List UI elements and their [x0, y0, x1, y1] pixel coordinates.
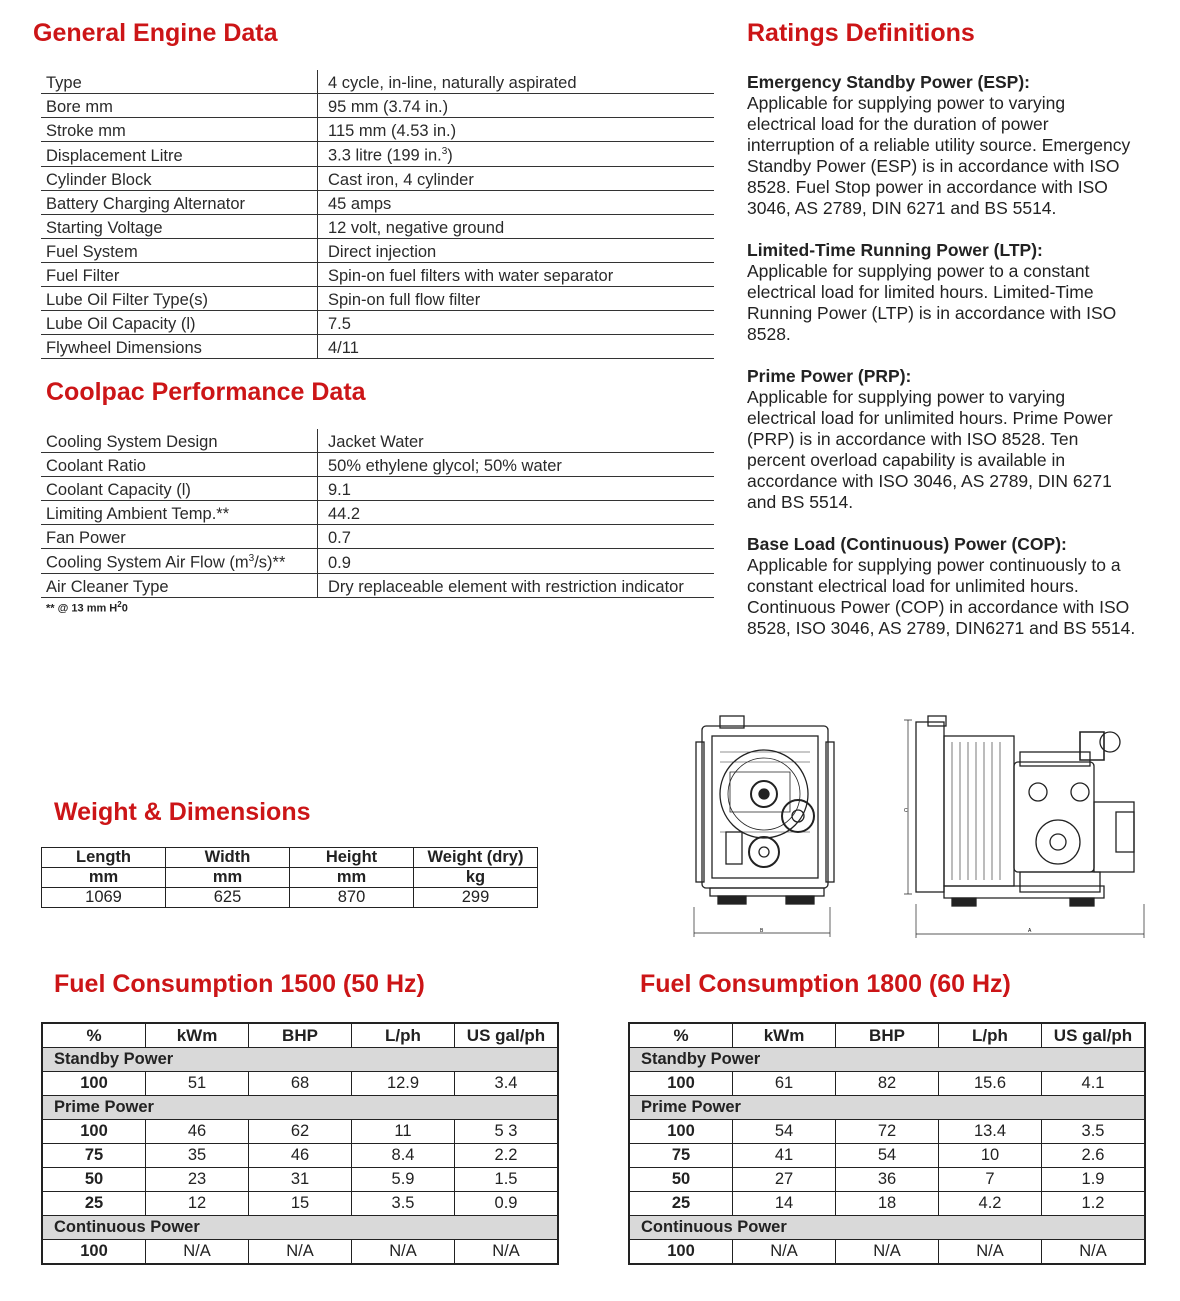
coolpac-spec-row — [41, 453, 714, 477]
fuel-60hz-cell: 18 — [836, 1192, 939, 1216]
fuel-50hz-column-header: BHP — [249, 1023, 352, 1048]
coolpac-spec-label-text: Fan Power — [46, 529, 126, 547]
coolpac-spec-value — [318, 477, 715, 501]
fuel-60hz-cell: 4.1 — [1042, 1072, 1146, 1096]
rating-title: Limited-Time Running Power (LTP): — [747, 240, 1043, 260]
fuel-60hz-cell: N/A — [733, 1240, 836, 1265]
fuel-50hz-cell: 25 — [42, 1192, 146, 1216]
fuel-50hz-cell: 100 — [42, 1240, 146, 1265]
fuel-50hz-cell: 2.2 — [455, 1144, 559, 1168]
fuel-60hz-data-row — [629, 1192, 1145, 1216]
coolpac-spec-row — [41, 477, 714, 501]
fuel-50hz-cell: 12 — [146, 1192, 249, 1216]
general-engine-data-title: General Engine Data — [33, 19, 278, 47]
fuel-50hz-column-header: % — [42, 1023, 146, 1048]
length-unit: mm — [42, 868, 166, 888]
fuel-60hz-column-header: US gal/ph — [1042, 1023, 1146, 1048]
engine-spec-value-text: Spin-on fuel filters with water separator — [328, 266, 614, 285]
weight-dimensions-title: Weight & Dimensions — [54, 798, 311, 826]
fuel-60hz-data-row — [629, 1144, 1145, 1168]
coolpac-spec-label — [41, 429, 318, 453]
coolpac-spec-value-text: 0.9 — [328, 553, 351, 572]
engine-spec-label — [41, 118, 318, 142]
engine-spec-value-text: Direct injection — [328, 242, 437, 261]
engine-spec-value — [318, 262, 715, 286]
fuel-60hz-column-header: BHP — [836, 1023, 939, 1048]
engine-spec-value-text: 3.3 litre (199 in. — [328, 146, 442, 165]
engine-spec-label — [41, 238, 318, 262]
engine-spec-value-text: 115 mm (4.53 in.) — [328, 122, 457, 140]
engine-spec-value-text: Cast iron, 4 cylinder — [328, 170, 474, 189]
engine-spec-label-text: Flywheel Dimensions — [46, 338, 202, 357]
fuel-60hz-cell: 15.6 — [939, 1072, 1042, 1096]
engine-spec-value — [318, 118, 715, 142]
engine-spec-row — [41, 262, 714, 286]
coolpac-spec-value-text: 0.7 — [328, 529, 351, 547]
engine-spec-label — [41, 142, 318, 167]
fuel-60hz-cell: 7 — [939, 1168, 1042, 1192]
fuel-50hz-cell: 11 — [352, 1120, 455, 1144]
engine-spec-label — [41, 70, 318, 94]
engine-spec-row — [41, 310, 714, 334]
fuel-50hz-data-row — [42, 1168, 558, 1192]
dimension-b-label: B — [760, 928, 764, 934]
coolpac-spec-label — [41, 477, 318, 501]
fuel-60hz-cell: 50 — [629, 1168, 733, 1192]
fuel-60hz-cell: 10 — [939, 1144, 1042, 1168]
fuel-50hz-data-row — [42, 1240, 558, 1265]
coolpac-spec-value — [318, 549, 715, 574]
engine-spec-value — [318, 310, 715, 334]
engine-spec-label-text: Type — [46, 74, 82, 92]
fuel-60hz-cell: 27 — [733, 1168, 836, 1192]
engine-spec-label-text: Battery Charging Alternator — [46, 194, 246, 213]
coolpac-spec-value — [318, 501, 715, 525]
engine-spec-value-sup: 3 — [441, 146, 448, 157]
engine-front-view-drawing — [694, 716, 834, 937]
coolpac-spec-value — [318, 525, 715, 549]
engine-side-view-drawing — [904, 716, 1144, 938]
engine-spec-label-text: Displacement Litre — [46, 146, 183, 165]
engine-drawings — [690, 712, 1150, 944]
fuel-50hz-section-row — [42, 1096, 558, 1120]
engine-spec-label-text: Fuel System — [46, 242, 138, 261]
fuel-60hz-column-header: % — [629, 1023, 733, 1048]
coolpac-spec-label — [41, 501, 318, 525]
fuel-50hz-cell: 0.9 — [455, 1192, 559, 1216]
engine-spec-label — [41, 94, 318, 118]
coolpac-spec-value-text: 44.2 — [328, 505, 361, 523]
fuel-50hz-cell: 3.4 — [455, 1072, 559, 1096]
fuel-50hz-cell: 31 — [249, 1168, 352, 1192]
fuel-50hz-cell: 15 — [249, 1192, 352, 1216]
coolpac-performance-table — [41, 429, 714, 598]
coolpac-spec-label-sup: 3 — [248, 553, 255, 564]
rating-title: Prime Power (PRP): — [747, 366, 912, 386]
coolpac-spec-label — [41, 453, 318, 477]
engine-spec-value — [318, 190, 715, 214]
fuel-50hz-cell: 75 — [42, 1144, 146, 1168]
engine-spec-label-text: Bore mm — [46, 98, 113, 116]
fuel-50hz-cell: 3.5 — [352, 1192, 455, 1216]
engine-spec-row — [41, 214, 714, 238]
rating-body: Applicable for supplying power to a constant electrical load for limited hours. Limited-Time Running Power (LTP) is in accordance with ISO 8528. — [747, 261, 1117, 344]
coolpac-performance-title: Coolpac Performance Data — [46, 378, 366, 406]
engine-spec-label — [41, 190, 318, 214]
coolpac-spec-label — [41, 525, 318, 549]
engine-spec-value — [318, 70, 715, 94]
fuel-60hz-cell: N/A — [939, 1240, 1042, 1265]
rating-definition — [747, 240, 1137, 345]
engine-spec-value — [318, 238, 715, 262]
fuel-60hz-data-row — [629, 1120, 1145, 1144]
fuel-60hz-data-row — [629, 1168, 1145, 1192]
engine-spec-value — [318, 334, 715, 358]
weight-value: 299 — [414, 888, 538, 908]
fuel-60hz-column-header: kWm — [733, 1023, 836, 1048]
fuel-50hz-cell: 23 — [146, 1168, 249, 1192]
engine-spec-value — [318, 94, 715, 118]
fuel-60hz-cell: 75 — [629, 1144, 733, 1168]
engine-spec-value-text: 4/11 — [328, 338, 359, 357]
fuel-60hz-cell: 100 — [629, 1120, 733, 1144]
coolpac-spec-value — [318, 573, 715, 597]
engine-spec-label-text: Fuel Filter — [46, 266, 120, 285]
coolpac-spec-value-text: Jacket Water — [328, 433, 424, 451]
fuel-60hz-section-row — [629, 1216, 1145, 1240]
engine-spec-label — [41, 166, 318, 190]
fuel-50hz-column-header: L/ph — [352, 1023, 455, 1048]
fuel-60hz-cell: 100 — [629, 1240, 733, 1265]
engine-spec-label-text: Cylinder Block — [46, 170, 152, 189]
coolpac-spec-value-text: 50% ethylene glycol; 50% water — [328, 457, 562, 475]
ratings-definitions-title: Ratings Definitions — [747, 19, 975, 47]
coolpac-spec-value-text: Dry replaceable element with restriction indicator — [328, 577, 684, 596]
fuel-consumption-60hz-table — [628, 1022, 1146, 1265]
fuel-consumption-50hz-table — [41, 1022, 559, 1265]
engine-spec-row — [41, 94, 714, 118]
fuel-60hz-section-row — [629, 1048, 1145, 1072]
fuel-60hz-cell: 41 — [733, 1144, 836, 1168]
fuel-60hz-column-header: L/ph — [939, 1023, 1042, 1048]
engine-spec-label-text: Lube Oil Capacity (l) — [46, 314, 196, 333]
fuel-60hz-cell: 14 — [733, 1192, 836, 1216]
rating-title: Emergency Standby Power (ESP): — [747, 72, 1030, 92]
rating-body: Applicable for supplying power to varying electrical load for unlimited hours. Prime Power (PRP) is in accordance with ISO 8528. Ten percent overload capability is available in accordance with ISO 3046, AS 2789, DIN 6271 and BS 5514. — [747, 387, 1113, 512]
fuel-50hz-section-label: Standby Power — [42, 1048, 558, 1072]
coolpac-footnote: ** @ 13 mm $H^20$ — [46, 600, 128, 615]
weight-header-row — [42, 848, 538, 868]
engine-spec-value-tail: ) — [447, 146, 453, 165]
fuel-60hz-cell: 36 — [836, 1168, 939, 1192]
coolpac-spec-label-text: Coolant Ratio — [46, 457, 146, 475]
rating-body: Applicable for supplying power to varying electrical load for the duration of power interruption of a reliable utility source. Emergency Standby Power (ESP) is in accordance with ISO 8528. Fuel Stop power in accordance with ISO 3046, AS 2789, DIN 6271 and BS 5514. — [747, 93, 1131, 218]
fuel-50hz-cell: 100 — [42, 1072, 146, 1096]
fuel-50hz-section-label: Continuous Power — [42, 1216, 558, 1240]
engine-spec-row — [41, 166, 714, 190]
engine-spec-label — [41, 262, 318, 286]
fuel-50hz-cell: 5 3 — [455, 1120, 559, 1144]
fuel-50hz-cell: 100 — [42, 1120, 146, 1144]
fuel-60hz-data-row — [629, 1072, 1145, 1096]
fuel-50hz-cell: 35 — [146, 1144, 249, 1168]
fuel-60hz-cell: 100 — [629, 1072, 733, 1096]
coolpac-spec-value — [318, 429, 715, 453]
fuel-60hz-section-label: Prime Power — [629, 1096, 1145, 1120]
fuel-60hz-cell: 54 — [836, 1144, 939, 1168]
fuel-60hz-cell: 4.2 — [939, 1192, 1042, 1216]
fuel-50hz-cell: N/A — [352, 1240, 455, 1265]
fuel-60hz-cell: 3.5 — [1042, 1120, 1146, 1144]
engine-spec-label — [41, 310, 318, 334]
length-header: Length — [42, 848, 166, 868]
coolpac-spec-row — [41, 549, 714, 574]
fuel-50hz-cell: 50 — [42, 1168, 146, 1192]
coolpac-spec-label-text: Air Cleaner Type — [46, 577, 169, 596]
fuel-50hz-data-row — [42, 1120, 558, 1144]
dimension-a-label: A — [1028, 928, 1032, 934]
coolpac-spec-value-text: 9.1 — [328, 481, 351, 499]
rating-title: Base Load (Continuous) Power (COP): — [747, 534, 1067, 554]
fuel-50hz-cell: 62 — [249, 1120, 352, 1144]
fuel-50hz-column-header: kWm — [146, 1023, 249, 1048]
engine-spec-value — [318, 166, 715, 190]
weight-units-row — [42, 868, 538, 888]
coolpac-spec-row — [41, 429, 714, 453]
engine-spec-row — [41, 190, 714, 214]
fuel-50hz-cell: 5.9 — [352, 1168, 455, 1192]
fuel-50hz-column-header: US gal/ph — [455, 1023, 559, 1048]
engine-spec-label — [41, 286, 318, 310]
fuel-consumption-50hz-title: Fuel Consumption 1500 (50 Hz) — [54, 970, 425, 998]
fuel-60hz-cell: 72 — [836, 1120, 939, 1144]
fuel-50hz-cell: N/A — [455, 1240, 559, 1265]
fuel-60hz-cell: 82 — [836, 1072, 939, 1096]
engine-spec-row — [41, 238, 714, 262]
weight-header: Weight (dry) — [414, 848, 538, 868]
coolpac-spec-label-text: Coolant Capacity (l) — [46, 481, 191, 499]
coolpac-spec-label-text: Cooling System Design — [46, 433, 218, 451]
length-value: 1069 — [42, 888, 166, 908]
engine-spec-value-text: 45 amps — [328, 194, 392, 213]
general-engine-data-table — [41, 70, 714, 359]
fuel-50hz-cell: N/A — [249, 1240, 352, 1265]
engine-spec-row — [41, 286, 714, 310]
engine-spec-row — [41, 118, 714, 142]
rating-definition — [747, 534, 1137, 639]
coolpac-spec-label-tail: /s)** — [254, 553, 286, 572]
fuel-60hz-cell: 1.2 — [1042, 1192, 1146, 1216]
fuel-50hz-cell: 46 — [249, 1144, 352, 1168]
engine-spec-label-text: Starting Voltage — [46, 218, 163, 237]
fuel-50hz-cell: 8.4 — [352, 1144, 455, 1168]
rating-definition — [747, 366, 1137, 513]
width-value: 625 — [166, 888, 290, 908]
width-unit: mm — [166, 868, 290, 888]
fuel-50hz-cell: 68 — [249, 1072, 352, 1096]
fuel-60hz-cell: 25 — [629, 1192, 733, 1216]
fuel-50hz-header-row — [42, 1023, 558, 1048]
engine-spec-value-text: 95 mm (3.74 in.) — [328, 98, 449, 116]
engine-spec-label-text: Stroke mm — [46, 122, 126, 140]
fuel-60hz-cell: 2.6 — [1042, 1144, 1146, 1168]
fuel-60hz-cell: 54 — [733, 1120, 836, 1144]
coolpac-spec-row — [41, 525, 714, 549]
fuel-50hz-cell: N/A — [146, 1240, 249, 1265]
fuel-50hz-section-row — [42, 1048, 558, 1072]
engine-spec-value-text: 4 cycle, in-line, naturally aspirated — [328, 74, 577, 92]
fuel-60hz-cell: 1.9 — [1042, 1168, 1146, 1192]
width-header: Width — [166, 848, 290, 868]
engine-spec-value — [318, 214, 715, 238]
height-header: Height — [290, 848, 414, 868]
fuel-50hz-section-label: Prime Power — [42, 1096, 558, 1120]
engine-spec-row — [41, 70, 714, 94]
fuel-consumption-60hz-title: Fuel Consumption 1800 (60 Hz) — [640, 970, 1011, 998]
fuel-60hz-section-label: Continuous Power — [629, 1216, 1145, 1240]
engine-spec-value-text: Spin-on full flow filter — [328, 290, 481, 309]
engine-spec-value-text: 7.5 — [328, 314, 351, 333]
fuel-50hz-data-row — [42, 1144, 558, 1168]
engine-spec-label-text: Lube Oil Filter Type(s) — [46, 290, 209, 309]
coolpac-spec-label-text: Cooling System Air Flow (m — [46, 553, 249, 572]
coolpac-spec-row — [41, 501, 714, 525]
fuel-60hz-cell: N/A — [1042, 1240, 1146, 1265]
fuel-60hz-section-row — [629, 1096, 1145, 1120]
fuel-60hz-section-label: Standby Power — [629, 1048, 1145, 1072]
rating-body: Applicable for supplying power continuously to a constant electrical load for unlimited hours. Continuous Power (COP) in accordance with ISO 8528, ISO 3046, AS 2789, DIN6271 and BS 5514. — [747, 555, 1136, 638]
height-value: 870 — [290, 888, 414, 908]
fuel-60hz-cell: N/A — [836, 1240, 939, 1265]
fuel-50hz-cell: 1.5 — [455, 1168, 559, 1192]
coolpac-spec-label-text: Limiting Ambient Temp.** — [46, 505, 230, 523]
engine-spec-row — [41, 334, 714, 358]
fuel-50hz-cell: 46 — [146, 1120, 249, 1144]
coolpac-spec-row — [41, 573, 714, 597]
engine-spec-value-text: 12 volt, negative ground — [328, 218, 505, 237]
fuel-60hz-header-row — [629, 1023, 1145, 1048]
engine-spec-row — [41, 142, 714, 167]
fuel-50hz-section-row — [42, 1216, 558, 1240]
rating-definition — [747, 72, 1137, 219]
weight-dimensions-table — [41, 847, 538, 908]
fuel-50hz-data-row — [42, 1192, 558, 1216]
engine-spec-value — [318, 142, 715, 167]
fuel-50hz-data-row — [42, 1072, 558, 1096]
height-unit: mm — [290, 868, 414, 888]
weight-unit: kg — [414, 868, 538, 888]
fuel-60hz-cell: 61 — [733, 1072, 836, 1096]
coolpac-spec-label — [41, 549, 318, 574]
ratings-definitions — [747, 72, 1137, 660]
engine-spec-label — [41, 334, 318, 358]
fuel-50hz-cell: 12.9 — [352, 1072, 455, 1096]
fuel-60hz-cell: 13.4 — [939, 1120, 1042, 1144]
engine-spec-value — [318, 286, 715, 310]
fuel-60hz-data-row — [629, 1240, 1145, 1265]
coolpac-spec-value — [318, 453, 715, 477]
weight-values-row — [42, 888, 538, 908]
engine-spec-label — [41, 214, 318, 238]
dimension-c-label: C — [904, 808, 908, 814]
fuel-50hz-cell: 51 — [146, 1072, 249, 1096]
coolpac-spec-label — [41, 573, 318, 597]
